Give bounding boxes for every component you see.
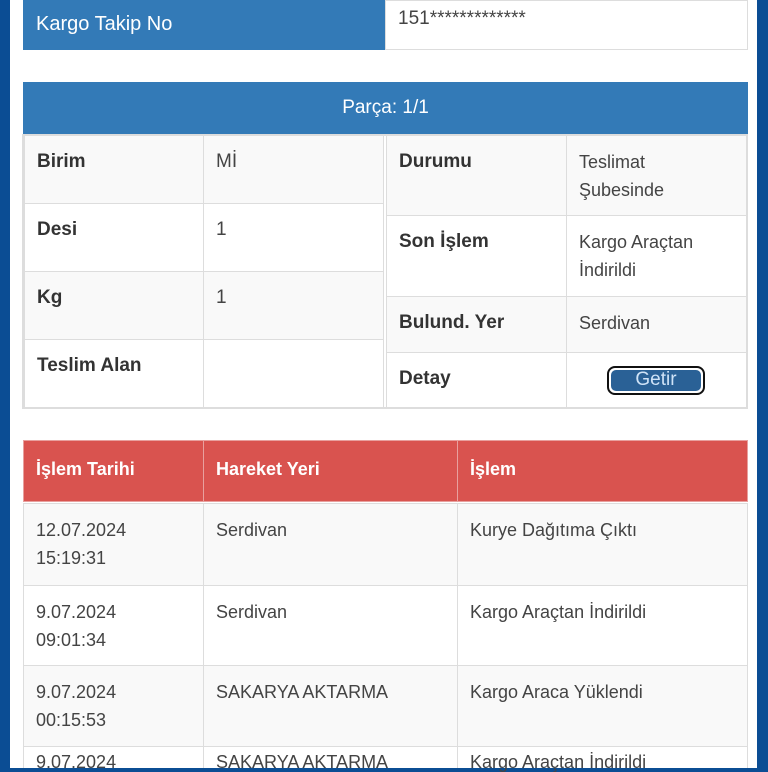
history-date: 12.07.2024 (36, 520, 127, 540)
label-desi: Desi (24, 203, 204, 272)
header-hareket-yeri: Hareket Yeri (203, 440, 458, 502)
getir-button[interactable] (607, 366, 705, 395)
history-place: Serdivan (203, 585, 458, 666)
value-son-islem: Kargo Araçtan İndirildi (566, 215, 747, 297)
getir-button-label: Getir (611, 370, 701, 391)
history-date-cell (23, 746, 204, 772)
label-detay: Detay (386, 352, 567, 408)
label-teslim-alan: Teslim Alan (24, 339, 204, 408)
history-action: Kurye Dağıtıma Çıktı (457, 503, 748, 586)
header-islem-tarihi: İşlem Tarihi (23, 440, 204, 502)
history-date-cell (23, 585, 204, 666)
history-place: Serdivan (203, 503, 458, 586)
label-bulund-yer: Bulund. Yer (386, 296, 567, 353)
label-birim: Birim (24, 135, 204, 204)
history-action: Kargo Araca Yüklendi (457, 665, 748, 747)
history-date-cell (23, 503, 204, 586)
value-birim: Mİ (203, 135, 384, 204)
history-date-cell (23, 665, 204, 747)
history-place: SAKARYA AKTARMA (203, 746, 458, 768)
tracking-value: 151************* (385, 0, 748, 50)
header-islem: İşlem (457, 440, 748, 502)
history-date: 9.07.2024 (36, 752, 117, 772)
history-action: Kargo Araçtan İndirildi (457, 585, 748, 666)
history-time: 09:01:34 (36, 630, 107, 650)
history-place: SAKARYA AKTARMA (203, 665, 458, 747)
piece-title: Parça: 1/1 (23, 82, 748, 134)
value-kg: 1 (203, 271, 384, 340)
value-desi: 1 (203, 203, 384, 272)
history-time: 00:15:53 (36, 710, 107, 730)
label-kg: Kg (24, 271, 204, 340)
label-durumu: Durumu (386, 135, 567, 216)
history-date: 9.07.2024 (36, 682, 117, 702)
value-durumu: Teslimat Şubesinde (566, 135, 747, 216)
history-action: Kargo Araçtan İndirildi (457, 746, 748, 768)
history-date: 9.07.2024 (36, 602, 117, 622)
history-time: 15:19:31 (36, 548, 107, 568)
value-teslim-alan (203, 339, 384, 408)
value-bulund-yer: Serdivan (566, 296, 747, 353)
label-son-islem: Son İşlem (386, 215, 567, 297)
tracking-label: Kargo Takip No (23, 0, 385, 50)
